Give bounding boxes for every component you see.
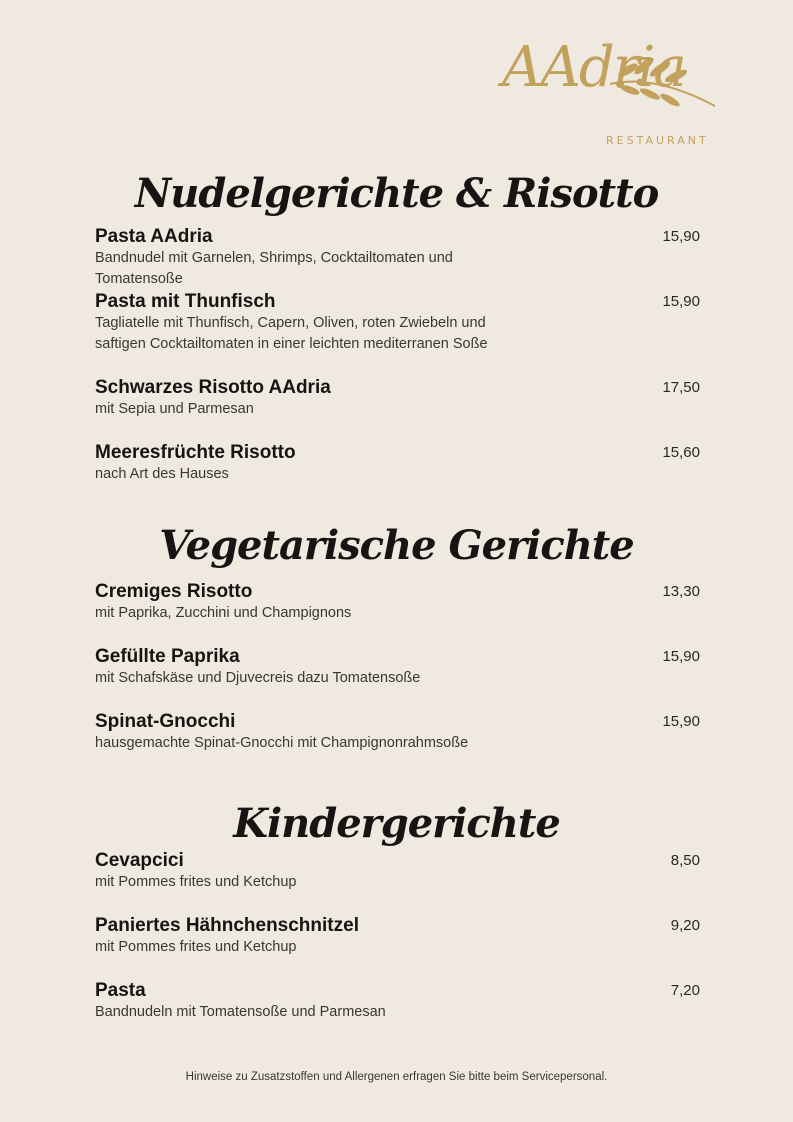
- menu-item-name: Spinat-Gnocchi: [95, 711, 236, 732]
- menu-item-description: mit Pommes frites und Ketchup: [95, 874, 297, 890]
- menu-item-price: 15,60: [662, 444, 700, 461]
- section-title-kids: Kindergerichte: [233, 800, 560, 847]
- menu-item-name: Pasta mit Thunfisch: [95, 291, 276, 312]
- menu-item: [95, 915, 700, 958]
- section-title-pasta: Nudelgerichte & Risotto: [134, 170, 659, 217]
- menu-item-name: Cevapcici: [95, 850, 184, 871]
- menu-item-price: 8,50: [670, 852, 700, 869]
- menu-item-description: mit Sepia und Parmesan: [95, 401, 254, 417]
- restaurant-logo: [500, 35, 722, 150]
- menu-item-name: Meeresfrüchte Risotto: [95, 442, 296, 463]
- menu-item-description: Tagliatelle mit Thunfisch, Capern, Oliven, roten Zwiebeln und saftigen Cocktailtomaten in einer leichten mediterranen Soße: [95, 315, 488, 352]
- menu-item-name: Schwarzes Risotto AAdria: [95, 377, 331, 398]
- allergen-notice: Hinweise zu Zusatzstoffen und Allergenen erfragen Sie bitte beim Servicepersonal.: [185, 1071, 608, 1083]
- menu-item-description: mit Paprika, Zucchini und Champignons: [95, 605, 352, 621]
- menu-item: [95, 581, 700, 624]
- section-title-vegetarian: Vegetarische Gerichte: [159, 522, 634, 569]
- menu-item: [95, 291, 700, 355]
- menu-item-name: Gefüllte Paprika: [95, 646, 240, 667]
- menu-item-price: 13,30: [662, 583, 700, 600]
- menu-item-description: mit Pommes frites und Ketchup: [95, 939, 297, 955]
- menu-item: [95, 226, 700, 290]
- logo-script: AAdria: [502, 35, 685, 100]
- menu-item-description: nach Art des Hauses: [95, 466, 229, 482]
- menu-item-price: 9,20: [670, 917, 700, 934]
- menu-item: [95, 980, 700, 1023]
- logo-subtitle: RESTAURANT: [606, 134, 709, 147]
- menu-item-price: 17,50: [662, 379, 700, 396]
- menu-item-name: Pasta AAdria: [95, 226, 213, 247]
- menu-item-description: Bandnudeln mit Tomatensoße und Parmesan: [95, 1004, 386, 1020]
- menu-item-price: 7,20: [670, 982, 700, 999]
- menu-item: [95, 377, 700, 420]
- menu-item-price: 15,90: [662, 648, 700, 665]
- menu-item-description: Bandnudel mit Garnelen, Shrimps, Cocktailtomaten und Tomatensoße: [95, 250, 453, 287]
- menu-item: [95, 442, 700, 485]
- menu-item: [95, 711, 700, 754]
- menu-item: [95, 850, 700, 893]
- menu-item-price: 15,90: [662, 293, 700, 310]
- menu-item-name: Pasta: [95, 980, 146, 1001]
- menu-item-name: Paniertes Hähnchenschnitzel: [95, 915, 359, 936]
- menu-item: [95, 646, 700, 689]
- menu-item-price: 15,90: [662, 228, 700, 245]
- menu-item-description: hausgemachte Spinat-Gnocchi mit Champignonrahmsoße: [95, 735, 469, 751]
- menu-item-price: 15,90: [662, 713, 700, 730]
- menu-item-name: Cremiges Risotto: [95, 581, 253, 602]
- menu-item-description: mit Schafskäse und Djuvecreis dazu Tomatensoße: [95, 670, 421, 686]
